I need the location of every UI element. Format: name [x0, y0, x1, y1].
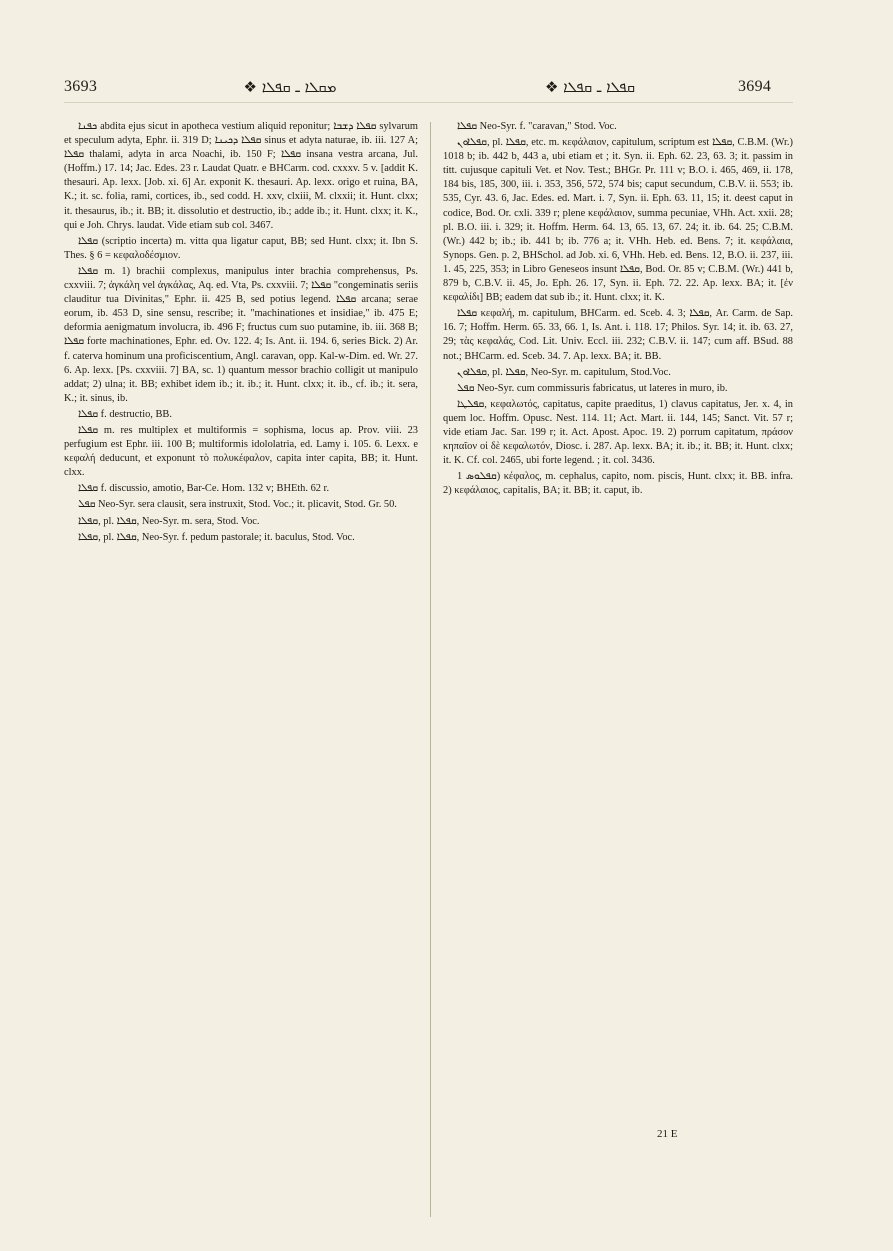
entry: ܩܦܠܐ m. res multiplex et multiformis = sophisma, locus ap. Prov. viii. 23 perfugium est Ephr. iii. 100 B; multiformis idololatria, ed. Lamy i. 105. 6. Lexx. e κεφαλή deducunt, et exponunt τὸ πολυκέφαλον, capita inter capita, BB; it. Hunt. clxx. [64, 424, 418, 479]
entry: ܩܦܠܐ κεφαλή, m. capitulum, BHCarm. ed. Sceb. 4. 3; ܩܦܠܐ, Ar. Carm. de Sap. 16. 7; Hoffm. Herm. 65. 33, 66. 1, Is. Ant. i. 118. 17; Philos. Syr. 14; it. ib. 63. 27, 29; τὰς κεφαλάς, Cod. Lit. Univ. Eccl. iii. 232; C.B.V. ii. 147; cum aff. BSud. 88 not.; BHCarm. ed. Sceb. 34. 7. Ap. lexx. BA; it. BB. [443, 308, 793, 362]
entry: ܩܦܠܐ m. 1) brachii complexus, manipulus inter brachia comprehensus, Ps. cxxviii. 7; ἀγκάλη vel ἀγκάλας, Aq. ed. Vta, Ps. cxxviii. 7; ܩܦܠܐ "congeminatis seriis clauditur tua Divinitas," Ephr. ii. 425 B, sed potius legend. ܩܦܠܐ arcana; serae eorum, ib. 453 D, sine sensu, rescribe; it. "machinationes et insidiae," ib. 475 E; deformia aenigmatum involucra, ib. 496 F; fructus cum suo putamine, ib. iii. 368 B; ܩܦܠܐ forte machinationes, Ephr. ed. Ov. 122. 4; Is. Ant. ii. 194. 6, series Bick. 2) Ar. f. caterva hominum una proficiscentium, Angl. caravan, opp. Kal-w-Dim. ed. Wr. 27. 6. Ap. lexx. [Ps. cxxviii. 7] BA, sc. 1) quantum messor brachio colligit ut manipulo addat; 2) ulna; it. BB; exhibet idem ib.; it. ib.; it. Hunt. clxx; it. ib., cf. ib.; it. sera, K.; it. sinus, ib. [64, 265, 418, 404]
entry: ܟܦܢܐ abdita ejus sicut in apotheca vestium aliquid reponitur; ܩܦܠܐ ܕܫܒܐ sylvarum et speculum adyta, Ephr. ii. 319 D; ܩܦܠܐ ܕܟܝܢܐ sinus et adyta naturae, ib. iii. 127 A; ܩܦܠܐ thalami, adyta in arca Noachi, ib. 150 F; ܩܦܠܐ insana vestra arcana, Jul. (Hoffm.) 17. 14; Jac. Edes. 23 r. Laudat Quatr. e BHCarm. cod. cxxxv. 5 v. [addit K. thesauri. Ap. lexx. [Job. xi. 6] Ar. exponit K. thesauri. Ap. lexx. origo et ruina, BA, K.; it. sc. folia, rami, cortices, ib., sed codd. H. xxv, clxiii, M. clxxii; it. Hunt. clxx; it. thesaurus, ib.; it. BB; it. dissolutio et destructio, ib.; adde ib.; it. Hunt. clxx; it. K., qui e Joh. Chrys. laudat. Vide etiam sub col. 3467. [64, 121, 418, 231]
entry: ܩܦܠܐ f. discussio, amotio, Bar-Ce. Hom. 132 v; BHEth. 62 r. [78, 483, 330, 495]
column-divider [430, 122, 431, 1217]
signature-mark: 21 E [657, 1128, 678, 1140]
running-head-right: ❖ ܩܦܠܐ ـ ܩܦܠܐ [544, 78, 636, 96]
page-number-left: 3693 [64, 78, 98, 95]
entry: ܩܦܠܐ, pl. ܩܦܠܐ, Neo-Syr. f. pedum pastorale; it. baculus, Stod. Voc. [78, 531, 355, 543]
right-column [443, 120, 793, 1120]
entry: ܩܦܠܐ f. destructio, BB. [78, 408, 172, 420]
page-number-right: 3694 [738, 78, 772, 95]
entry: ܩܦܠܐ (scriptio incerta) m. vitta qua ligatur caput, BB; sed Hunt. clxx; it. Ibn S. Thes. § 6 = κεφαλοδέσμιον. [64, 235, 418, 261]
entry: ܩܦܠܐܘܢ, pl. ܩܦܠܐ, etc. m. κεφάλαιον, capitulum, scriptum est ܩܦܠܐ, C.B.M. (Wr.) 1018 b; ib. 442 b, 443 a, ubi etiam et ; it. Syn. ii. Eph. 62. 23, 63. 3; it. passim in titt. cujusque capituli Vet. et Nov. Test.; BHGr. Pr. 111 v; B.O. i. 465, 469, ii. 178, 184 bis, 185, 300, iii. i. 353, 356, 572, 574 bis; caput secundum, C.B.V. ii. 553; ib. 535, Cyr. 43. 6, Jac. Edes. ed. Mart. i. 7, Syn. ii. Eph. 63. 11, 15; it. deest caput in codice, Bod. Or. cxli. 339 r; plene κεφάλαιον, summa pecuniae, VHh. Act. xxii. 28; pl. B.O. iii. i. 329; it. Hoffm. Herm. 64. 13, 65. 13, 67. 24; it. ib. 64. 25; C.B.M. (Wr.) 442 b; ib.; ib. 441 b; ib. 776 a; it. VHh. Heb. ed. Bens. 7; it. κεφάλαια, Synops. Gen. p. 2, BHSchol. ad Job. xi. 6, VHh. Heb. ed. Bens. 12, B.O. ii. 237, iii. 1. 45, 225, 353; in Libro Geneseos insunt ܩܦܠܐ, Bod. Or. 85 v; C.B.M. (Wr.) 441 b, 879 b, C.B.V. ii. 45, Jo. Eph. 26. 17, Syn. ii. Eph. 72. 22. Ap. lexx. BA; it. [ἐν κεφαλίδι] BB; eadem dat sub ib.; it. Hunt. clxx; it. K. [443, 137, 793, 304]
entry: ܩܦܠܛܐ, κεφαλωτός, capitatus, capite praeditus, 1) clavus capitatus, Jer. x. 4, in quem loc. Hoffm. Opusc. Nest. 114. 11; Act. Mart. ii. 144, 145; Sanct. Vit. 57 r; vide etiam Jac. Sar. 199 r; it. Act. Apost. Apoc. 19. 2) porrum capitatum, πράσον κηπαῖον οἱ δὲ κεφαλωτόν, Diosc. i. 287. Ap. lexx. BA; it. ib.; it. BB; it. Hunt. clxx; it. K. Cf. col. 2465, ubi forte legend. ; it. col. 3436. [443, 398, 793, 467]
entry: ܩܦܠ Neo-Syr. cum commissuris fabricatus, ut lateres in muro, ib. [457, 382, 728, 394]
entry: ܩܦܠܘܣ 1) κέφαλος, m. cephalus, capito, nom. piscis, Hunt. clxx; it. BB. infra. 2) κεφάλαιος, capitalis, BA; it. BB; it. caput, ib. [443, 471, 793, 497]
left-column [64, 120, 418, 1235]
header-rule [64, 102, 793, 103]
entry: ܩܦܠܐܘܢ, pl. ܩܦܠܐ, Neo-Syr. m. capitulum, Stod.Voc. [457, 366, 671, 378]
entry: ܩܦܠ Neo-Syr. sera clausit, sera instruxit, Stod. Voc.; it. plicavit, Stod. Gr. 50. [78, 499, 397, 511]
running-head-left: ❖ ܡܩܠܐ ـ ܩܦܠܐ [243, 78, 337, 96]
entry: ܩܦܠܐ Neo-Syr. f. "caravan," Stod. Voc. [457, 121, 617, 132]
entry: ܩܦܠܐ, pl. ܩܦܠܐ, Neo-Syr. m. sera, Stod. Voc. [78, 515, 260, 527]
